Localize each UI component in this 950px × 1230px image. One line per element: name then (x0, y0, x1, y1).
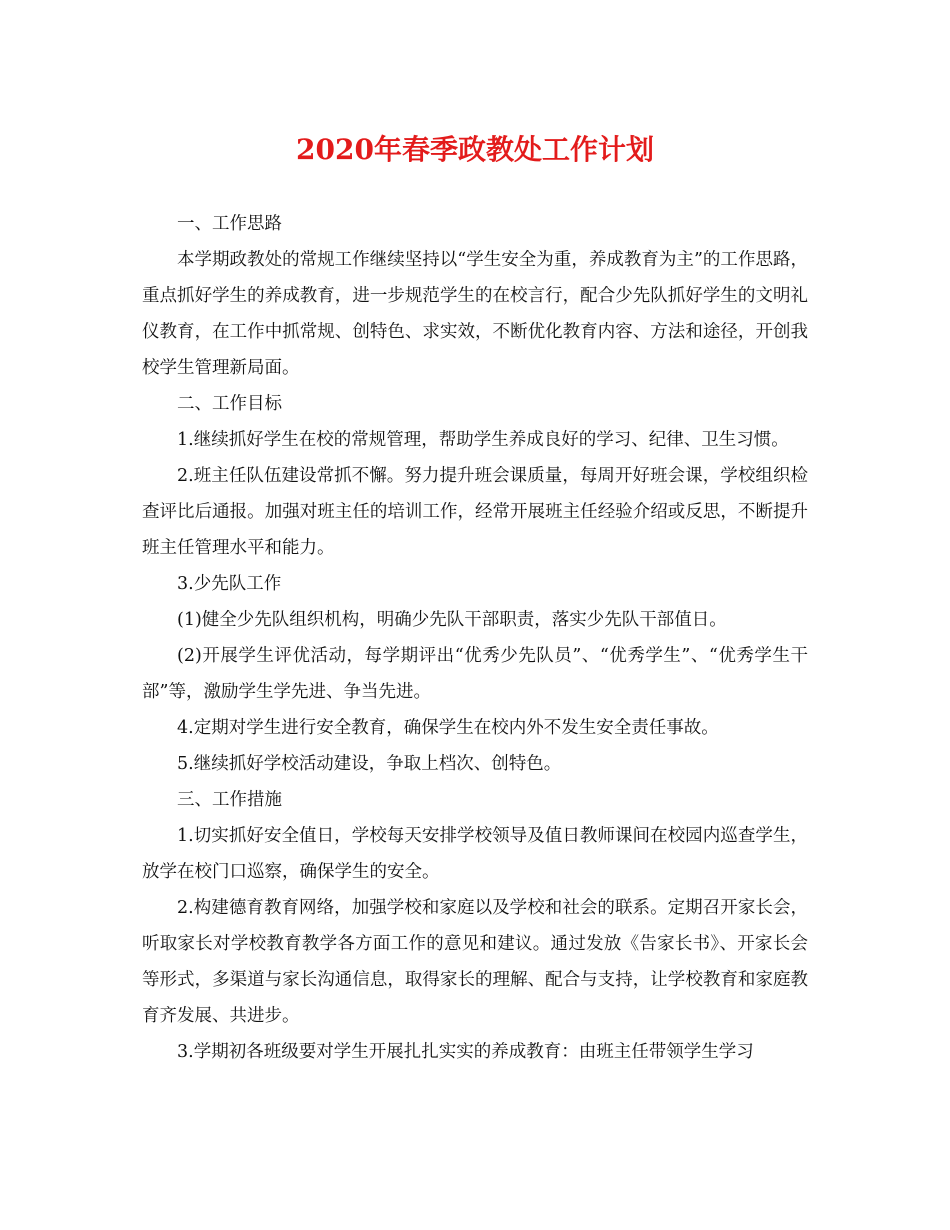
list-item: 2.班主任队伍建设常抓不懈。努力提升班会课质量，每周开好班会课，学校组织检查评比后通报。加强对班主任的培训工作，经常开展班主任经验介绍或反思，不断提升班主任管理水平和能力。 (142, 466, 808, 558)
sub-list-item: (1)健全少先队组织机构，明确少先队干部职责，落实少先队干部值日。 (177, 610, 727, 630)
list-item: 3.学期初各班级要对学生开展扎扎实实的养成教育：由班主任带领学生学习 (177, 1042, 754, 1062)
list-item: 1.继续抓好学生在校的常规管理，帮助学生养成良好的学习、纪律、卫生习惯。 (177, 430, 789, 450)
paragraph: 本学期政教处的常规工作继续坚持以“学生安全为重，养成教育为主”的工作思路，重点抓好学生的养成教育，进一步规范学生的在校言行，配合少先队抓好学生的文明礼仪教育，在工作中抓常规、创特色、求实效，不断优化教育内容、方法和途径，开创我校学生管理新局面。 (142, 250, 808, 378)
section-heading-3: 三、工作措施 (177, 790, 282, 810)
list-item: 5.继续抓好学校活动建设，争取上档次、创特色。 (177, 754, 562, 774)
list-item: 3.少先队工作 (177, 574, 282, 594)
document-body (142, 206, 808, 1070)
section-heading-2: 二、工作目标 (177, 394, 282, 414)
list-item: 2.构建德育教育网络，加强学校和家庭以及学校和社会的联系。定期召开家长会，听取家长对学校教育教学各方面工作的意见和建议。通过发放《告家长书》、开家长会等形式，多渠道与家长沟通信息，取得家长的理解、配合与支持，让学校教育和家庭教育齐发展、共进步。 (142, 898, 808, 1026)
document-title: 2020年春季政教处工作计划 (296, 133, 654, 166)
list-item: 4.定期对学生进行安全教育，确保学生在校内外不发生安全责任事故。 (177, 718, 719, 738)
list-item: 1.切实抓好安全值日，学校每天安排学校领导及值日教师课间在校园内巡查学生，放学在校门口巡察，确保学生的安全。 (142, 826, 808, 882)
sub-list-item: (2)开展学生评优活动，每学期评出“优秀少先队员”、“优秀学生”、“优秀学生干部”等，激励学生学先进、争当先进。 (142, 646, 808, 702)
section-heading-1: 一、工作思路 (177, 214, 282, 234)
